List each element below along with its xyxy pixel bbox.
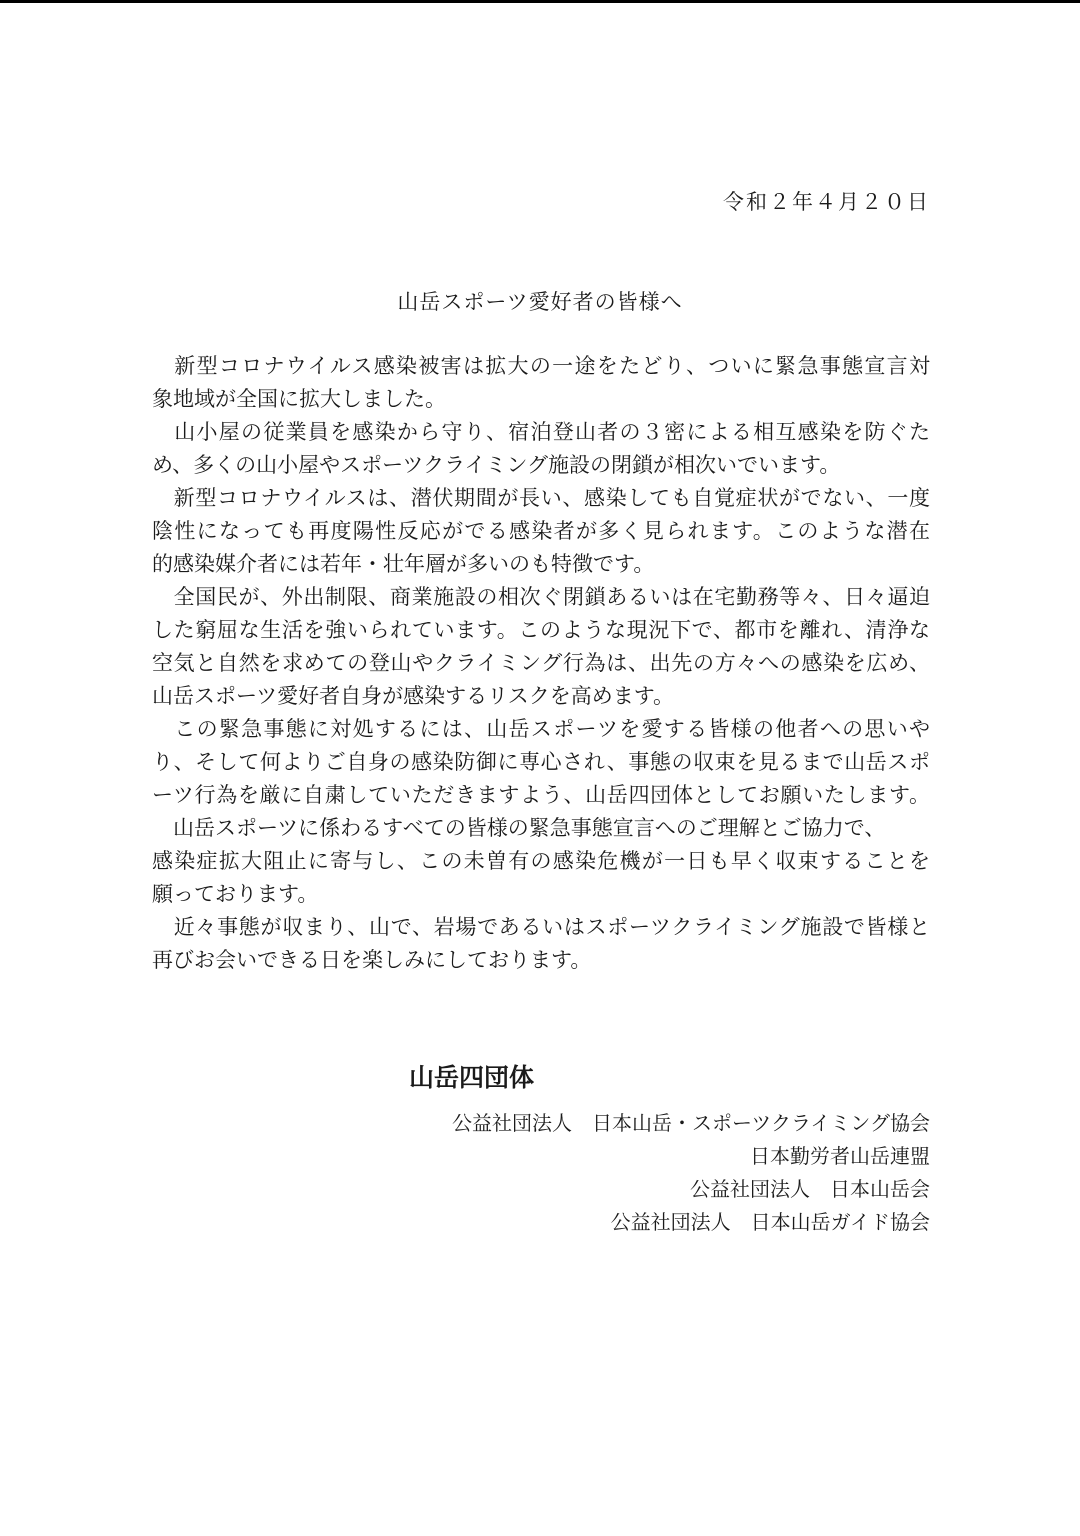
signatory-list [230,1107,930,1239]
body-line: 陰性になっても再度陽性反応がでる感染者が多く見られます。このような潜在 [152,519,930,543]
body-line: 近々事態が収まり、山で、岩場であるいはスポーツクライミング施設で皆様と [152,915,930,939]
body-line: 山小屋の従業員を感染から守り、宿泊登山者の３密による相互感染を防ぐた [152,420,930,444]
salutation: 山岳スポーツ愛好者の皆様へ [397,290,683,314]
signatory: 公益社団法人 日本山岳・スポーツクライミング協会 [452,1111,930,1135]
body-line: 全国民が、外出制限、商業施設の相次ぐ閉鎖あるいは在宅勤務等々、日々逼迫 [152,585,930,609]
body-line: 山岳スポーツ愛好者自身が感染するリスクを高めます。 [152,684,675,708]
signatory: 公益社団法人 日本山岳ガイド協会 [610,1210,930,1234]
top-border [0,0,1080,3]
letter-body [152,350,930,977]
document-date: 令和２年４月２０日 [723,190,930,214]
body-line: 願っております。 [152,882,319,906]
body-line: 感染症拡大阻止に寄与し、この未曽有の感染危機が一日も早く収束することを [152,849,930,873]
body-line: 新型コロナウイルスは、潜伏期間が長い、感染しても自覚症状がでない、一度 [152,486,930,510]
body-line: 象地域が全国に拡大しました。 [152,387,446,411]
body-line: この緊急事態に対処するには、山岳スポーツを愛する皆様の他者への思いや [152,717,930,741]
body-line: ーツ行為を厳に自粛していただきますよう、山岳四団体としてお願いたします。 [152,783,930,807]
signatory: 公益社団法人 日本山岳会 [690,1177,930,1201]
body-line: 再びお会いできる日を楽しみにしております。 [152,948,592,972]
signatory: 日本勤労者山岳連盟 [750,1144,930,1168]
organization-heading: 山岳四団体 [409,1063,535,1092]
body-line: 空気と自然を求めての登山やクライミング行為は、出先の方々への感染を広め、 [152,651,930,675]
body-line: り、そして何よりご自身の感染防御に専心され、事態の収束を見るまで山岳スポ [152,750,930,774]
body-line: め、多くの山小屋やスポーツクライミング施設の閉鎖が相次いでいます。 [152,453,841,477]
body-line: 新型コロナウイルス感染被害は拡大の一途をたどり、ついに緊急事態宣言対 [152,354,930,378]
body-line: 山岳スポーツに係わるすべての皆様の緊急事態宣言へのご理解とご協力で、 [152,816,886,840]
body-line: 的感染媒介者には若年・壮年層が多いのも特徴です。 [152,552,655,576]
body-line: した窮屈な生活を強いられています。このような現況下で、都市を離れ、清浄な [152,618,930,642]
